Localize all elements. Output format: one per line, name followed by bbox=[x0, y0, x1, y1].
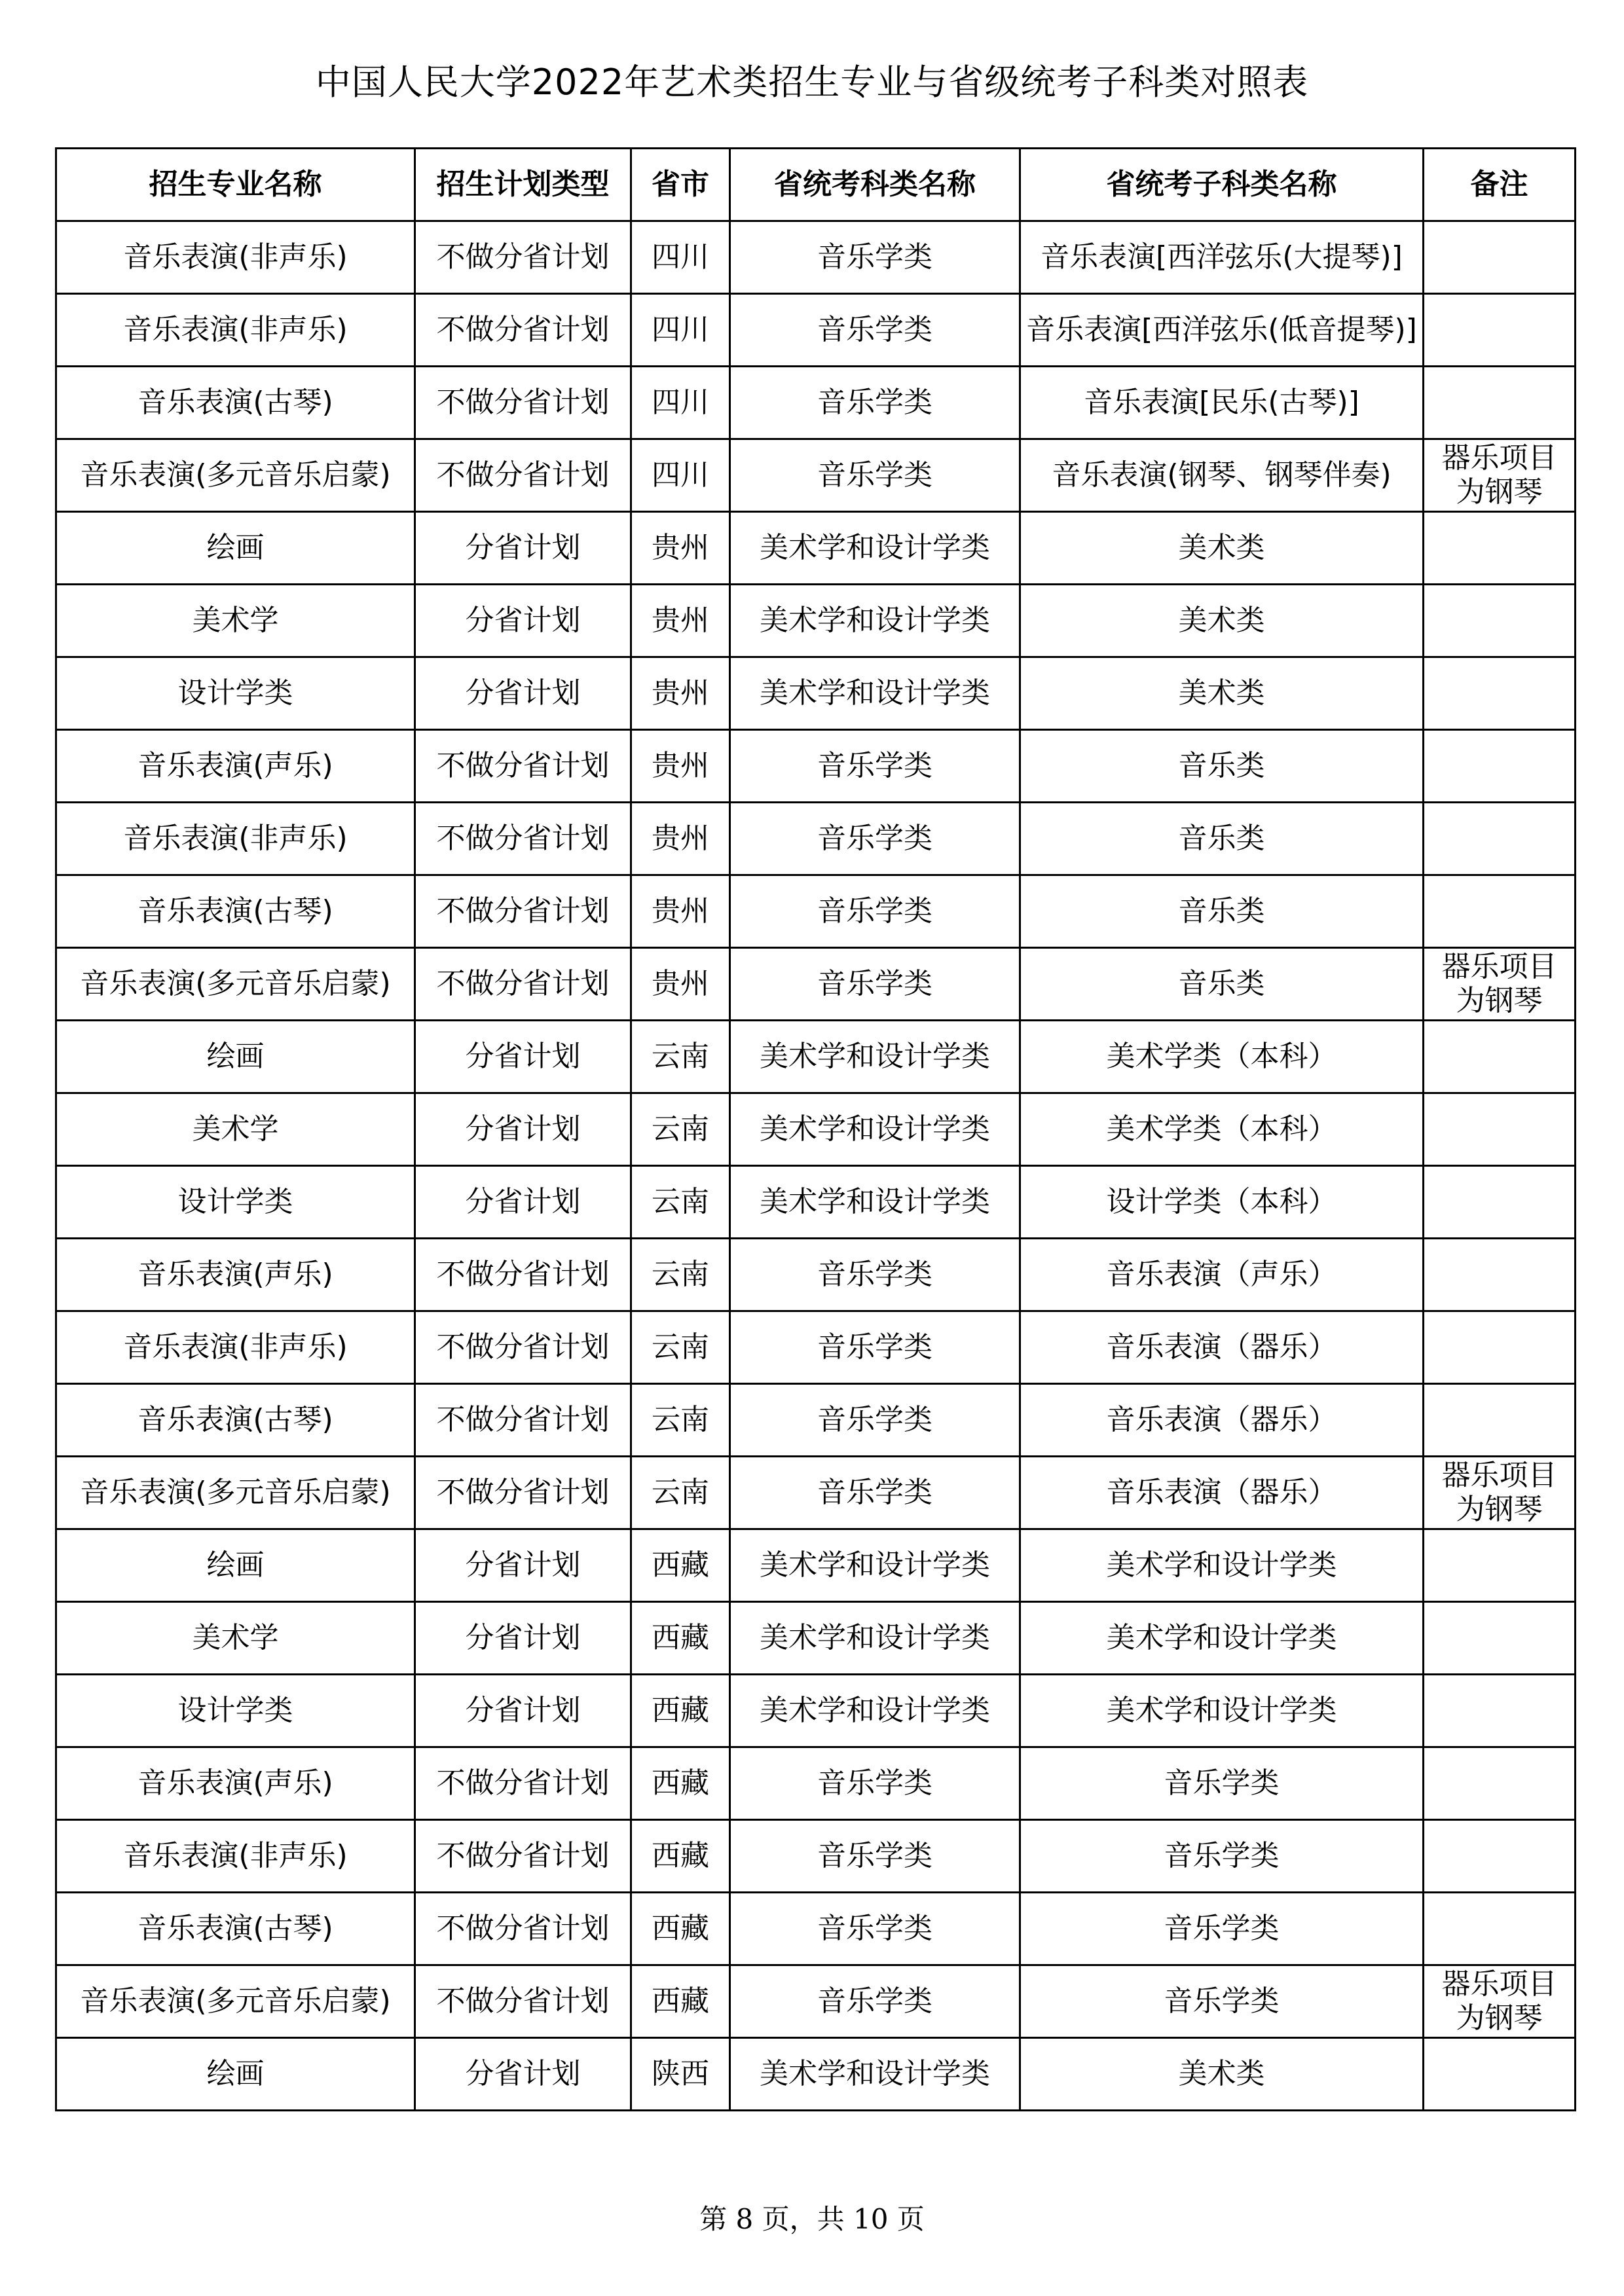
header-plan-type: 招生计划类型 bbox=[415, 149, 631, 221]
table-row bbox=[56, 1239, 1576, 1311]
cell-remarks bbox=[1424, 367, 1576, 439]
cell-major: 设计学类 bbox=[56, 1166, 415, 1239]
cell-major: 音乐表演(非声乐) bbox=[56, 294, 415, 367]
cell-remarks bbox=[1424, 294, 1576, 367]
table-row bbox=[56, 1384, 1576, 1457]
cell-exam-subcategory: 音乐类 bbox=[1020, 875, 1424, 948]
cell-exam-category: 音乐学类 bbox=[730, 1747, 1020, 1820]
table-row bbox=[56, 512, 1576, 585]
cell-plan-type: 不做分省计划 bbox=[415, 1820, 631, 1893]
cell-province: 云南 bbox=[631, 1093, 730, 1166]
cell-major: 音乐表演(声乐) bbox=[56, 1239, 415, 1311]
cell-province: 云南 bbox=[631, 1457, 730, 1529]
cell-plan-type: 不做分省计划 bbox=[415, 1384, 631, 1457]
cell-plan-type: 不做分省计划 bbox=[415, 1747, 631, 1820]
cell-exam-category: 音乐学类 bbox=[730, 1384, 1020, 1457]
cell-major: 美术学 bbox=[56, 585, 415, 657]
cell-exam-subcategory: 音乐学类 bbox=[1020, 1965, 1424, 2038]
cell-exam-category: 音乐学类 bbox=[730, 730, 1020, 803]
cell-plan-type: 分省计划 bbox=[415, 585, 631, 657]
cell-province: 陕西 bbox=[631, 2038, 730, 2111]
table-row bbox=[56, 1529, 1576, 1602]
cell-province: 云南 bbox=[631, 1239, 730, 1311]
cell-province: 云南 bbox=[631, 1021, 730, 1093]
cell-major: 音乐表演(非声乐) bbox=[56, 221, 415, 294]
cell-major: 音乐表演(古琴) bbox=[56, 367, 415, 439]
cell-plan-type: 分省计划 bbox=[415, 2038, 631, 2111]
cell-exam-subcategory: 音乐表演[西洋弦乐(低音提琴)] bbox=[1020, 294, 1424, 367]
table-row bbox=[56, 2038, 1576, 2111]
cell-exam-category: 音乐学类 bbox=[730, 221, 1020, 294]
cell-major: 音乐表演(多元音乐启蒙) bbox=[56, 439, 415, 512]
cell-exam-category: 美术学和设计学类 bbox=[730, 1602, 1020, 1675]
cell-exam-subcategory: 美术学类（本科） bbox=[1020, 1021, 1424, 1093]
cell-remarks bbox=[1424, 657, 1576, 730]
cell-exam-subcategory: 美术类 bbox=[1020, 657, 1424, 730]
header-major: 招生专业名称 bbox=[56, 149, 415, 221]
table-row bbox=[56, 294, 1576, 367]
cell-exam-category: 美术学和设计学类 bbox=[730, 1093, 1020, 1166]
cell-major: 设计学类 bbox=[56, 657, 415, 730]
cell-major: 音乐表演(声乐) bbox=[56, 730, 415, 803]
cell-exam-subcategory: 音乐学类 bbox=[1020, 1820, 1424, 1893]
cell-major: 音乐表演(声乐) bbox=[56, 1747, 415, 1820]
cell-major: 绘画 bbox=[56, 512, 415, 585]
table-row bbox=[56, 730, 1576, 803]
cell-plan-type: 分省计划 bbox=[415, 1093, 631, 1166]
cell-province: 云南 bbox=[631, 1311, 730, 1384]
header-province: 省市 bbox=[631, 149, 730, 221]
cell-province: 四川 bbox=[631, 367, 730, 439]
cell-exam-category: 美术学和设计学类 bbox=[730, 1675, 1020, 1747]
cell-province: 贵州 bbox=[631, 803, 730, 875]
cell-plan-type: 分省计划 bbox=[415, 512, 631, 585]
cell-exam-category: 音乐学类 bbox=[730, 803, 1020, 875]
cell-province: 贵州 bbox=[631, 585, 730, 657]
cell-remarks bbox=[1424, 1747, 1576, 1820]
cell-remarks bbox=[1424, 585, 1576, 657]
cell-exam-category: 音乐学类 bbox=[730, 1893, 1020, 1965]
cell-exam-category: 音乐学类 bbox=[730, 1457, 1020, 1529]
cell-plan-type: 分省计划 bbox=[415, 1675, 631, 1747]
cell-exam-category: 美术学和设计学类 bbox=[730, 585, 1020, 657]
cell-major: 绘画 bbox=[56, 1021, 415, 1093]
table-header-row bbox=[56, 149, 1576, 221]
cell-province: 四川 bbox=[631, 439, 730, 512]
cell-exam-subcategory: 音乐类 bbox=[1020, 730, 1424, 803]
cell-remarks bbox=[1424, 1675, 1576, 1747]
cell-plan-type: 不做分省计划 bbox=[415, 367, 631, 439]
cell-remarks bbox=[1424, 1820, 1576, 1893]
cell-exam-category: 音乐学类 bbox=[730, 1965, 1020, 2038]
cell-exam-subcategory: 美术学和设计学类 bbox=[1020, 1675, 1424, 1747]
cell-plan-type: 不做分省计划 bbox=[415, 439, 631, 512]
cell-plan-type: 分省计划 bbox=[415, 1166, 631, 1239]
cell-province: 贵州 bbox=[631, 948, 730, 1021]
cell-exam-subcategory: 音乐表演[西洋弦乐(大提琴)] bbox=[1020, 221, 1424, 294]
cell-exam-category: 音乐学类 bbox=[730, 1311, 1020, 1384]
cell-province: 贵州 bbox=[631, 657, 730, 730]
cell-remarks bbox=[1424, 803, 1576, 875]
table-row bbox=[56, 1965, 1576, 2038]
cell-major: 绘画 bbox=[56, 2038, 415, 2111]
cell-exam-subcategory: 音乐表演（器乐） bbox=[1020, 1311, 1424, 1384]
cell-major: 美术学 bbox=[56, 1093, 415, 1166]
cell-plan-type: 不做分省计划 bbox=[415, 1457, 631, 1529]
cell-exam-category: 音乐学类 bbox=[730, 875, 1020, 948]
page-number: 第 8 页，共 10 页 bbox=[699, 2203, 925, 2235]
cell-exam-subcategory: 美术学类（本科） bbox=[1020, 1093, 1424, 1166]
cell-plan-type: 不做分省计划 bbox=[415, 730, 631, 803]
cell-exam-subcategory: 音乐表演（器乐） bbox=[1020, 1384, 1424, 1457]
cell-province: 西藏 bbox=[631, 1965, 730, 2038]
cell-plan-type: 不做分省计划 bbox=[415, 294, 631, 367]
cell-plan-type: 分省计划 bbox=[415, 657, 631, 730]
cell-exam-subcategory: 音乐表演[民乐(古琴)] bbox=[1020, 367, 1424, 439]
document-title: 中国人民大学2022年艺术类招生专业与省级统考子科类对照表 bbox=[315, 62, 1309, 103]
cell-major: 美术学 bbox=[56, 1602, 415, 1675]
cell-major: 音乐表演(古琴) bbox=[56, 875, 415, 948]
table-row bbox=[56, 1602, 1576, 1675]
cell-province: 贵州 bbox=[631, 730, 730, 803]
table-row bbox=[56, 1166, 1576, 1239]
table-row bbox=[56, 1675, 1576, 1747]
cell-remarks bbox=[1424, 730, 1576, 803]
table-row bbox=[56, 1093, 1576, 1166]
cell-exam-subcategory: 美术类 bbox=[1020, 512, 1424, 585]
cell-exam-category: 美术学和设计学类 bbox=[730, 1166, 1020, 1239]
cell-major: 绘画 bbox=[56, 1529, 415, 1602]
table-row bbox=[56, 948, 1576, 1021]
table-row bbox=[56, 1747, 1576, 1820]
cell-exam-category: 音乐学类 bbox=[730, 367, 1020, 439]
table-row bbox=[56, 367, 1576, 439]
cell-plan-type: 分省计划 bbox=[415, 1021, 631, 1093]
cell-remarks bbox=[1424, 221, 1576, 294]
cell-exam-category: 音乐学类 bbox=[730, 294, 1020, 367]
table-row bbox=[56, 1893, 1576, 1965]
cell-exam-category: 美术学和设计学类 bbox=[730, 1529, 1020, 1602]
cell-remarks bbox=[1424, 1166, 1576, 1239]
cell-exam-subcategory: 音乐学类 bbox=[1020, 1893, 1424, 1965]
cell-remarks: 器乐项目为钢琴 bbox=[1424, 1965, 1576, 2038]
table-row bbox=[56, 1311, 1576, 1384]
cell-major: 音乐表演(古琴) bbox=[56, 1893, 415, 1965]
cell-province: 四川 bbox=[631, 294, 730, 367]
cell-exam-category: 美术学和设计学类 bbox=[730, 2038, 1020, 2111]
cell-major: 音乐表演(古琴) bbox=[56, 1384, 415, 1457]
cell-exam-subcategory: 美术类 bbox=[1020, 2038, 1424, 2111]
cell-province: 西藏 bbox=[631, 1675, 730, 1747]
cell-province: 西藏 bbox=[631, 1893, 730, 1965]
table-row bbox=[56, 1457, 1576, 1529]
cell-province: 西藏 bbox=[631, 1820, 730, 1893]
cell-exam-category: 美术学和设计学类 bbox=[730, 1021, 1020, 1093]
cell-remarks bbox=[1424, 875, 1576, 948]
cell-exam-subcategory: 美术类 bbox=[1020, 585, 1424, 657]
cell-province: 贵州 bbox=[631, 875, 730, 948]
cell-exam-subcategory: 美术学和设计学类 bbox=[1020, 1602, 1424, 1675]
cell-plan-type: 不做分省计划 bbox=[415, 1893, 631, 1965]
cell-remarks bbox=[1424, 1529, 1576, 1602]
header-exam-category: 省统考科类名称 bbox=[730, 149, 1020, 221]
table-row bbox=[56, 585, 1576, 657]
cell-province: 云南 bbox=[631, 1166, 730, 1239]
cell-exam-category: 音乐学类 bbox=[730, 1820, 1020, 1893]
cell-remarks bbox=[1424, 1239, 1576, 1311]
table-row bbox=[56, 657, 1576, 730]
cell-plan-type: 不做分省计划 bbox=[415, 221, 631, 294]
cell-major: 音乐表演(非声乐) bbox=[56, 1820, 415, 1893]
cell-plan-type: 不做分省计划 bbox=[415, 875, 631, 948]
table-row bbox=[56, 803, 1576, 875]
cell-exam-category: 美术学和设计学类 bbox=[730, 512, 1020, 585]
cell-plan-type: 不做分省计划 bbox=[415, 948, 631, 1021]
cell-exam-subcategory: 设计学类（本科） bbox=[1020, 1166, 1424, 1239]
cell-major: 音乐表演(多元音乐启蒙) bbox=[56, 1457, 415, 1529]
cell-remarks: 器乐项目为钢琴 bbox=[1424, 439, 1576, 512]
cell-exam-subcategory: 音乐类 bbox=[1020, 803, 1424, 875]
cell-remarks bbox=[1424, 1384, 1576, 1457]
table-row bbox=[56, 221, 1576, 294]
table-row bbox=[56, 1820, 1576, 1893]
cell-exam-category: 音乐学类 bbox=[730, 948, 1020, 1021]
cell-province: 贵州 bbox=[631, 512, 730, 585]
cell-plan-type: 不做分省计划 bbox=[415, 1965, 631, 2038]
cell-major: 音乐表演(非声乐) bbox=[56, 803, 415, 875]
cell-province: 西藏 bbox=[631, 1602, 730, 1675]
cell-exam-subcategory: 音乐表演(钢琴、钢琴伴奏) bbox=[1020, 439, 1424, 512]
cell-plan-type: 不做分省计划 bbox=[415, 803, 631, 875]
cell-remarks bbox=[1424, 1093, 1576, 1166]
cell-exam-subcategory: 音乐学类 bbox=[1020, 1747, 1424, 1820]
cell-remarks bbox=[1424, 512, 1576, 585]
cell-major: 音乐表演(非声乐) bbox=[56, 1311, 415, 1384]
cell-remarks bbox=[1424, 2038, 1576, 2111]
cell-exam-subcategory: 音乐表演（器乐） bbox=[1020, 1457, 1424, 1529]
mapping-table bbox=[55, 147, 1576, 2111]
cell-exam-category: 美术学和设计学类 bbox=[730, 657, 1020, 730]
header-remarks: 备注 bbox=[1424, 149, 1576, 221]
cell-remarks bbox=[1424, 1021, 1576, 1093]
cell-remarks: 器乐项目为钢琴 bbox=[1424, 1457, 1576, 1529]
table-row bbox=[56, 1021, 1576, 1093]
table-body bbox=[56, 221, 1576, 2111]
cell-plan-type: 不做分省计划 bbox=[415, 1239, 631, 1311]
cell-major: 音乐表演(多元音乐启蒙) bbox=[56, 1965, 415, 2038]
cell-remarks: 器乐项目为钢琴 bbox=[1424, 948, 1576, 1021]
cell-exam-subcategory: 美术学和设计学类 bbox=[1020, 1529, 1424, 1602]
cell-plan-type: 不做分省计划 bbox=[415, 1311, 631, 1384]
cell-province: 西藏 bbox=[631, 1529, 730, 1602]
table-row bbox=[56, 875, 1576, 948]
cell-province: 西藏 bbox=[631, 1747, 730, 1820]
cell-exam-category: 音乐学类 bbox=[730, 439, 1020, 512]
cell-province: 四川 bbox=[631, 221, 730, 294]
cell-remarks bbox=[1424, 1893, 1576, 1965]
cell-exam-subcategory: 音乐表演（声乐） bbox=[1020, 1239, 1424, 1311]
cell-major: 设计学类 bbox=[56, 1675, 415, 1747]
cell-exam-subcategory: 音乐类 bbox=[1020, 948, 1424, 1021]
cell-plan-type: 分省计划 bbox=[415, 1529, 631, 1602]
table-row bbox=[56, 439, 1576, 512]
cell-plan-type: 分省计划 bbox=[415, 1602, 631, 1675]
cell-remarks bbox=[1424, 1311, 1576, 1384]
header-exam-subcategory: 省统考子科类名称 bbox=[1020, 149, 1424, 221]
cell-major: 音乐表演(多元音乐启蒙) bbox=[56, 948, 415, 1021]
cell-province: 云南 bbox=[631, 1384, 730, 1457]
cell-remarks bbox=[1424, 1602, 1576, 1675]
cell-exam-category: 音乐学类 bbox=[730, 1239, 1020, 1311]
